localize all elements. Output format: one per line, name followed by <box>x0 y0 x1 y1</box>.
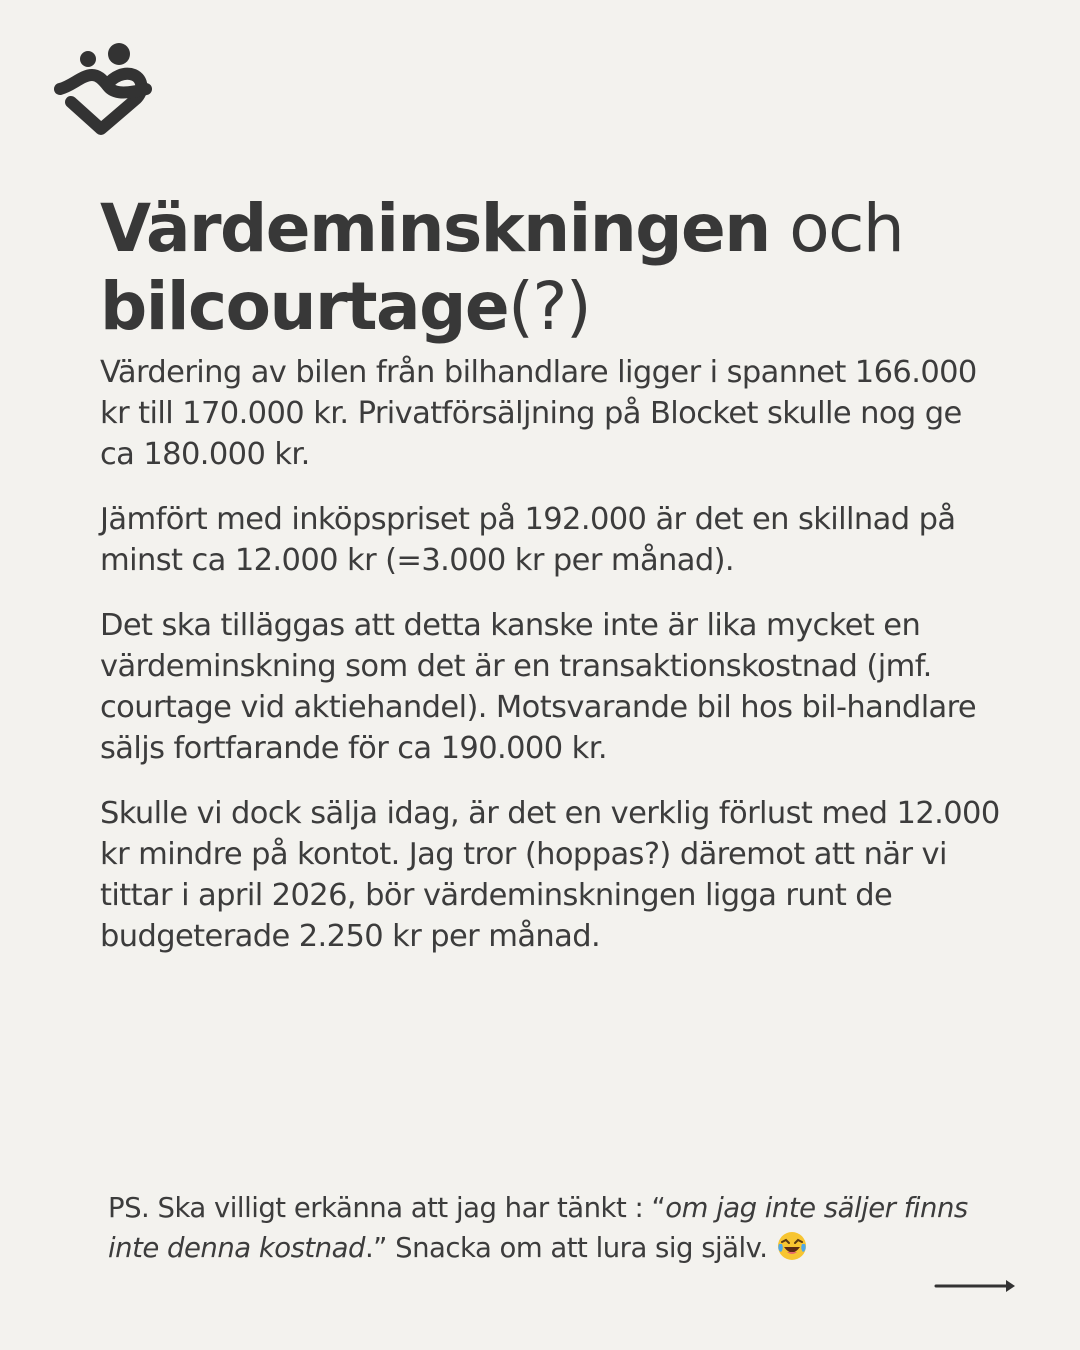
paragraph-valuation: Värdering av bilen från bilhandlare ligger i spannet 166.000 kr till 170.000 kr. Privatförsäljning på Blocket skulle nog ge ca 180.000 kr. <box>100 355 977 472</box>
title-light-2: (?) <box>508 268 591 345</box>
postscript <box>108 1188 988 1268</box>
ps-suffix: .” Snacka om att lura sig själv. <box>364 1232 776 1264</box>
arrow-right-icon[interactable] <box>934 1276 1018 1296</box>
paragraph-transaction-cost: Det ska tilläggas att detta kanske inte är lika mycket en värdeminskning som det är en transaktionskostnad (jmf. courtage vid aktiehandel). Motsvarande bil hos bil-handlare säljs fortfarande för ca 190.000 kr. <box>100 608 977 766</box>
title-light-1: och <box>769 190 904 267</box>
people-heart-logo-icon <box>50 42 152 136</box>
title-bold-2: bilcourtage <box>100 268 509 345</box>
ps-quote: om jag inte säljer finns inte denna kostnad <box>108 1192 968 1264</box>
title-bold-1: Värdeminskningen <box>100 190 770 267</box>
tears-of-joy-emoji-icon <box>776 1230 808 1262</box>
body-text <box>100 352 1000 981</box>
ps-prefix: PS. Ska villigt erkänna att jag har tänkt : “ <box>108 1192 666 1224</box>
paragraph-purchase-comparison: Jämfört med inköpspriset på 192.000 är det en skillnad på minst ca 12.000 kr (=3.000 kr per månad). <box>100 502 956 578</box>
page-title <box>100 190 1000 346</box>
paragraph-real-loss: Skulle vi dock sälja idag, är det en verklig förlust med 12.000 kr mindre på kontot. Jag tror (hoppas?) däremot att när vi tittar i april 2026, bör värdeminskningen ligga runt de budgeterade 2.250 kr per månad. <box>100 796 1000 954</box>
